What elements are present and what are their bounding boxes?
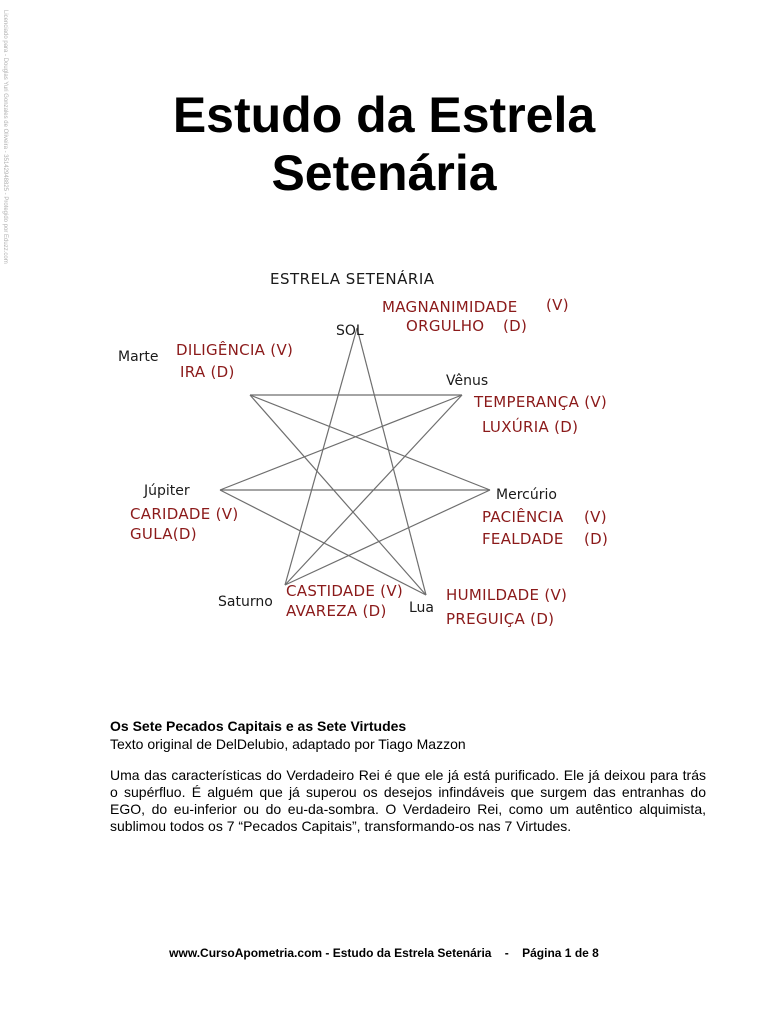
license-watermark: Licenciado para - Douglas Yuri Gonzales de Oliveira - 35142948825 - Protegido por Eduzz.com bbox=[2, 10, 8, 264]
diagram-title: ESTRELA SETENÁRIA bbox=[270, 270, 435, 288]
seven-pointed-star-diagram bbox=[110, 255, 630, 640]
page-title bbox=[0, 86, 768, 202]
star-lines bbox=[220, 328, 490, 595]
page-footer: www.CursoApometria.com - Estudo da Estrela Setenária - Página 1 de 8 bbox=[169, 946, 599, 960]
title-line-1: Estudo da Estrela bbox=[172, 87, 596, 143]
mercurio-sin: FEALDADE bbox=[482, 530, 564, 548]
star-figure bbox=[110, 255, 630, 640]
planet-mercurio: Mercúrio bbox=[496, 487, 557, 503]
jupiter-sin: GULA(D) bbox=[130, 525, 197, 543]
venus-virtue: TEMPERANÇA (V) bbox=[474, 393, 608, 411]
sol-sin: ORGULHO bbox=[406, 317, 485, 335]
marte-virtue: DILIGÊNCIA (V) bbox=[176, 341, 294, 359]
body-paragraph: Uma das características do Verdadeiro Rei é que ele já está purificado. Ele já deixou para trás o supérfluo. É alguém que já superou os desejos infindáveis que surgem das entranhas do EGO, do eu-inferior ou do eu-da-sombra. O Verdadeiro Rei, como um autêntico alquimista, sublimou todos os 7 “Pecados Capitais”, transformando-os nas 7 Virtudes. bbox=[110, 767, 706, 834]
jupiter-virtue: CARIDADE (V) bbox=[130, 505, 239, 523]
planet-sol: SOL bbox=[336, 323, 364, 339]
planet-lua: Lua bbox=[409, 600, 435, 616]
venus-sin: LUXÚRIA (D) bbox=[482, 418, 579, 436]
section-subheading: Texto original de DelDelubio, adaptado por Tiago Mazzon bbox=[110, 736, 466, 752]
lua-sin: PREGUIÇA (D) bbox=[446, 610, 555, 628]
title-line-2: Setenária bbox=[271, 145, 497, 201]
planet-venus: Vênus bbox=[446, 373, 489, 389]
saturno-virtue: CASTIDADE (V) bbox=[286, 582, 404, 600]
lua-virtue: HUMILDADE (V) bbox=[446, 586, 568, 604]
mercurio-sin-mark: (D) bbox=[584, 530, 609, 548]
planet-marte: Marte bbox=[118, 349, 159, 365]
section-heading: Os Sete Pecados Capitais e as Sete Virtudes bbox=[110, 718, 407, 734]
mercurio-virtue-mark: (V) bbox=[584, 508, 607, 526]
planet-saturno: Saturno bbox=[218, 594, 273, 610]
sol-sin-mark: (D) bbox=[503, 317, 528, 335]
sol-virtue-mark: (V) bbox=[546, 296, 569, 314]
mercurio-virtue: PACIÊNCIA bbox=[482, 508, 564, 526]
marte-sin: IRA (D) bbox=[180, 363, 235, 381]
planet-jupiter: Júpiter bbox=[144, 483, 190, 499]
saturno-sin: AVAREZA (D) bbox=[286, 602, 387, 620]
sol-virtue: MAGNANIMIDADE bbox=[382, 298, 518, 316]
